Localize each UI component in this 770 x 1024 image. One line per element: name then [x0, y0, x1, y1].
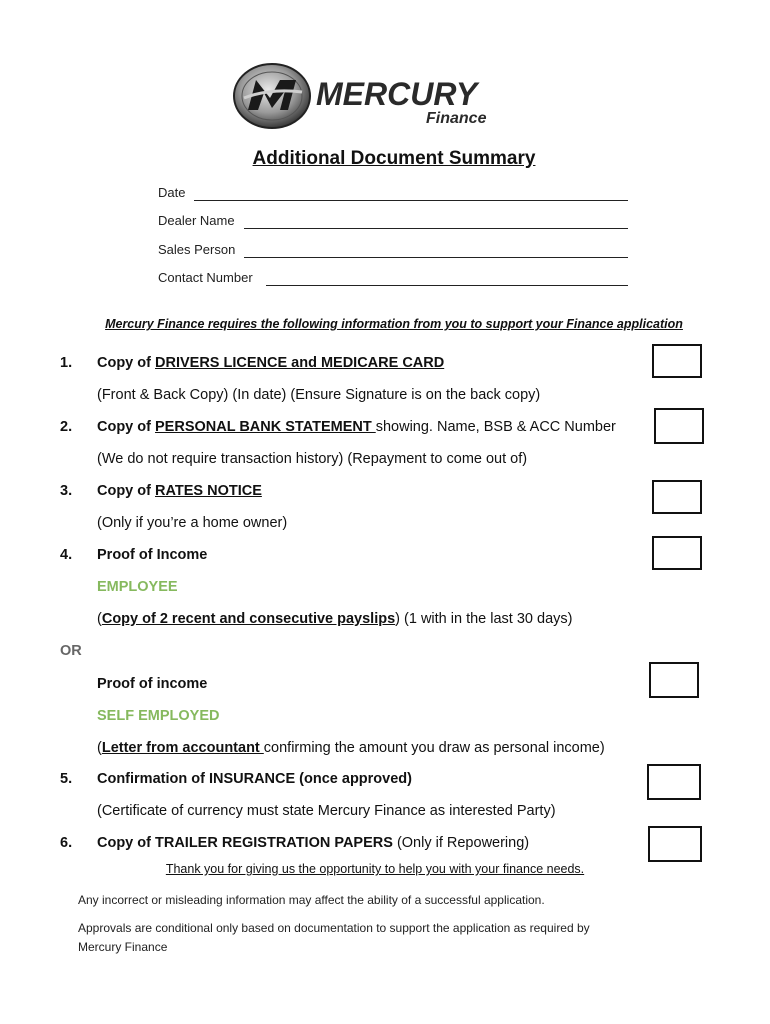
- item-3-heading: Copy of RATES NOTICE: [97, 483, 262, 499]
- item-4b-detail: (Letter from accountant confirming the amount you draw as personal income): [97, 740, 605, 756]
- item-4-self-employed-checkbox[interactable]: [649, 662, 699, 698]
- or-separator: OR: [60, 643, 82, 659]
- item-4-employee-checkbox[interactable]: [652, 536, 702, 570]
- employee-label: EMPLOYEE: [97, 579, 178, 595]
- logo-sub: Finance: [426, 110, 487, 127]
- item-1-checkbox[interactable]: [652, 344, 702, 378]
- mercury-finance-logo: [230, 58, 530, 138]
- item-2-heading: Copy of PERSONAL BANK STATEMENT showing. Name, BSB & ACC Number: [97, 419, 616, 435]
- footer-approvals-line1: Approvals are conditional only based on documentation to support the application as required by: [78, 921, 590, 935]
- date-field[interactable]: [194, 200, 628, 201]
- footer-disclaimer: Any incorrect or misleading information may affect the ability of a successful application.: [78, 893, 545, 907]
- item-3-detail: (Only if you’re a home owner): [97, 515, 288, 531]
- item-2-detail: (We do not require transaction history) (Repayment to come out of): [97, 451, 528, 467]
- item-6-checkbox[interactable]: [648, 826, 702, 862]
- item-4b-heading: Proof of income: [97, 676, 208, 692]
- item-1-heading: Copy of DRIVERS LICENCE and MEDICARE CARD: [97, 355, 445, 371]
- item-3-checkbox[interactable]: [652, 480, 702, 514]
- item-5-number: 5.: [60, 771, 73, 787]
- item-1-number: 1.: [60, 355, 73, 371]
- item-5-checkbox[interactable]: [647, 764, 701, 800]
- date-label: Date: [158, 185, 186, 200]
- item-1-detail: (Front & Back Copy) (In date) (Ensure Signature is on the back copy): [97, 387, 541, 403]
- item-6-heading: Copy of TRAILER REGISTRATION PAPERS (Only if Repowering): [97, 835, 530, 851]
- dealer-name-label: Dealer Name: [158, 213, 235, 228]
- item-2-checkbox[interactable]: [654, 408, 704, 444]
- item-4-number: 4.: [60, 547, 73, 563]
- item-3-number: 3.: [60, 483, 73, 499]
- item-4-detail: (Copy of 2 recent and consecutive payslips) (1 with in the last 30 days): [97, 611, 573, 627]
- sales-person-field[interactable]: [244, 257, 628, 258]
- contact-number-field[interactable]: [266, 285, 628, 286]
- item-6-number: 6.: [60, 835, 73, 851]
- thank-you-text: Thank you for giving us the opportunity to help you with your finance needs.: [165, 862, 585, 876]
- dealer-name-field[interactable]: [244, 228, 628, 229]
- footer-approvals-line2: Mercury Finance: [78, 940, 168, 954]
- self-employed-label: SELF EMPLOYED: [97, 708, 220, 724]
- item-2-number: 2.: [60, 419, 73, 435]
- item-5-heading: Confirmation of INSURANCE (once approved): [97, 771, 412, 787]
- logo-brand: MERCURY: [316, 76, 478, 112]
- page-title: Additional Document Summary: [252, 148, 536, 169]
- sales-person-label: Sales Person: [158, 242, 236, 257]
- intro-text: Mercury Finance requires the following information from you to support your Finance application: [105, 317, 683, 331]
- item-5-detail: (Certificate of currency must state Mercury Finance as interested Party): [97, 803, 556, 819]
- contact-number-label: Contact Number: [158, 270, 253, 285]
- item-4-heading: Proof of Income: [97, 547, 208, 563]
